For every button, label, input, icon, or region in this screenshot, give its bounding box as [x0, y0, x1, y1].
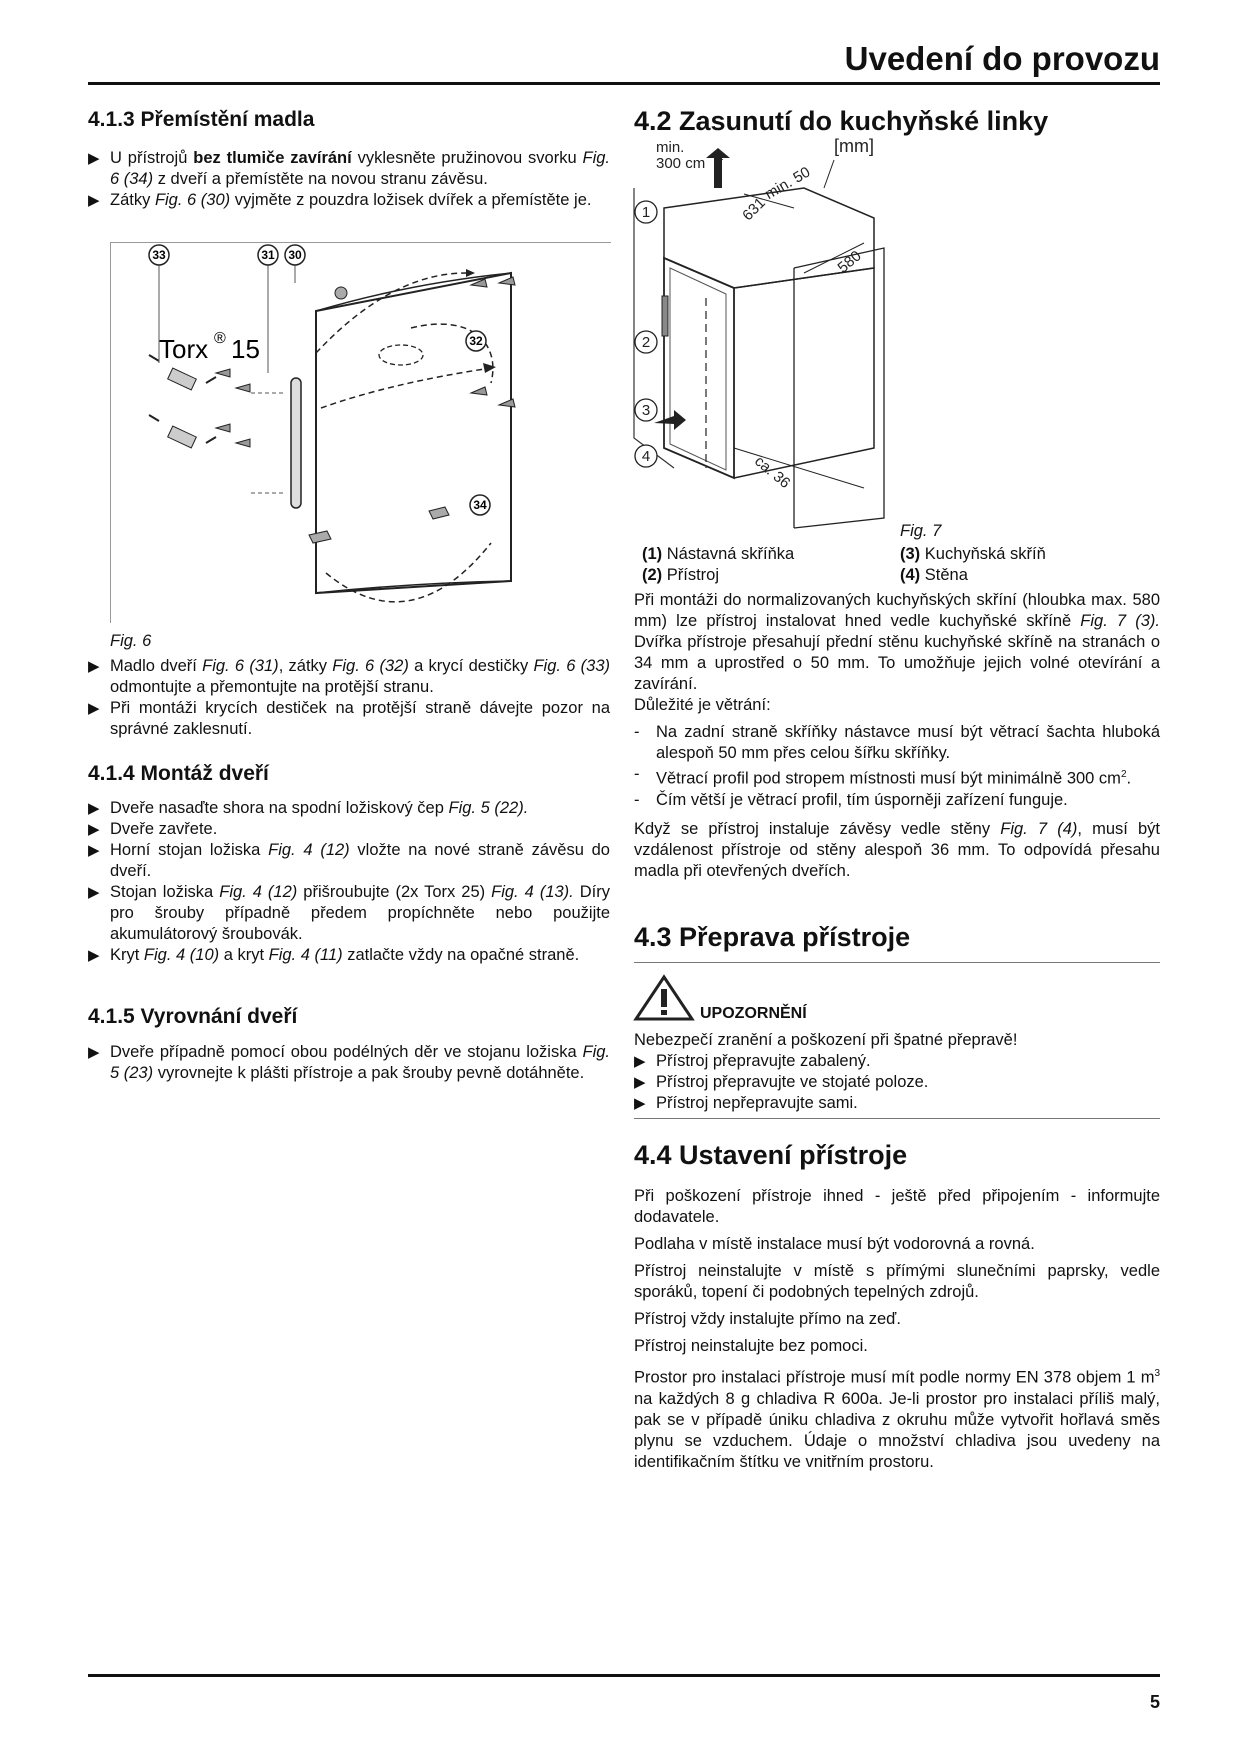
section-4-1-5-body	[88, 1042, 610, 1084]
bullet-triangle-icon: ▶	[634, 1074, 646, 1091]
bullet-item: ▶ Dveře nasaďte shora na spodní ložiskový čep Fig. 5 (22).	[88, 799, 529, 817]
bullet-triangle-icon: ▶	[88, 1044, 100, 1061]
callout-2-label: 2	[641, 334, 651, 351]
fig7-legend-1: (1) Nástavná skříňka	[642, 545, 795, 563]
bullet-item: ▶ Horní stojan ložiska Fig. 4 (12) vložte na nové straně závěsu do dveří.	[88, 841, 610, 880]
section-4-4-title: 4.4 Ustavení přístroje	[634, 1140, 908, 1170]
callout-31-label: 31	[261, 248, 275, 262]
section-4-3-body	[634, 1030, 1160, 1114]
section-4-1-3-body	[88, 148, 610, 211]
warning-triangle-icon	[634, 975, 694, 1021]
callout-34-label: 34	[473, 498, 487, 512]
footer-rule	[88, 1674, 1160, 1677]
paragraph: Nebezpečí zranění a poškození při špatné přepravě!	[634, 1031, 1018, 1049]
bullet-item: ▶ Zátky Fig. 6 (30) vyjměte z pouzdra ložisek dvířek a přemístěte je.	[88, 191, 592, 209]
bullet-triangle-icon: ▶	[88, 800, 100, 817]
section-rule	[634, 1118, 1160, 1119]
paragraph: Při montáži do normalizovaných kuchyňských skříní (hloubka max. 580 mm) lze přístroj instalovat hned vedle kuchyňské skříně Fig. 7 (3). Dvířka přístroje přesahují přední stěnu kuchyňské skříně na stranách o 34 mm a uprostřed o 50 mm. To umožňuje jejich volné otevírání a zavírání.	[634, 591, 1160, 693]
bullet-triangle-icon: ▶	[88, 150, 100, 167]
paragraph: Přístroj neinstalujte bez pomoci.	[634, 1337, 868, 1355]
callout-4-label: 4	[641, 448, 651, 465]
section-4-1-3-title: 4.1.3 Přemístění madla	[88, 108, 315, 131]
torx-size: 15	[231, 334, 260, 364]
callout-30-label: 30	[288, 248, 302, 262]
callout-32-label: 32	[469, 334, 483, 348]
bullet-item: ▶ Přístroj nepřepravujte sami.	[634, 1094, 858, 1112]
figure-6-drawing	[111, 243, 611, 623]
torx-registered-mark: ®	[214, 330, 226, 347]
fig7-dim-631: 631	[739, 194, 769, 225]
door-outline	[316, 273, 511, 593]
fig7-ca36-label: ca. 36	[751, 452, 794, 492]
kitchen-cabinet	[794, 248, 884, 528]
fig7-legend-3: (3) Kuchyňská skříň	[900, 545, 1046, 563]
paragraph: Přístroj vždy instalujte přímo na zeď.	[634, 1310, 901, 1328]
fig7-legend-4: (4) Stěna	[900, 566, 968, 584]
bullet-item: ▶ U přístrojů bez tlumiče zavírání vyklesněte pružinovou svorku Fig. 6 (34) z dveří a přemístěte na novou stranu závěsu.	[88, 149, 611, 188]
header-rule	[88, 82, 1160, 85]
paragraph: Přístroj neinstalujte v místě s přímými slunečními paprsky, vedle sporáků, topení či podobných tepelných zdrojů.	[634, 1262, 1160, 1301]
section-4-1-4-title: 4.1.4 Montáž dveří	[88, 762, 269, 785]
figure-7-drawing	[634, 136, 1160, 538]
appliance-front	[664, 258, 734, 478]
dash-item: - Čím větší je větrací profil, tím úsporněji zařízení funguje.	[634, 790, 1068, 809]
page-header-title: Uvedení do provozu	[844, 40, 1160, 77]
bullet-item: ▶ Dveře zavřete.	[88, 820, 218, 838]
callout-1-label: 1	[641, 204, 651, 221]
warning-label: UPOZORNĚNÍ	[700, 1005, 807, 1022]
fig7-min-label: min.	[656, 139, 685, 156]
warning-block	[634, 975, 1160, 1026]
fig7-area-sup: 2	[718, 152, 724, 163]
figure-6	[110, 242, 611, 623]
paragraph: Když se přístroj instaluje závěsy vedle stěny Fig. 7 (4), musí být vzdálenost přístroje od stěny alespoň 36 mm. To odpovídá přesahu madla při otevřených dveřích.	[634, 819, 1160, 880]
figure-6-instructions	[88, 656, 610, 740]
section-4-4-body	[634, 1186, 1160, 1473]
bullet-item: ▶ Madlo dveří Fig. 6 (31), zátky Fig. 6 (32) a krycí destičky Fig. 6 (33) odmontujte a přemontujte na protější stranu.	[88, 657, 611, 696]
bullet-triangle-icon: ▶	[88, 947, 100, 964]
page-number: 5	[1149, 1692, 1160, 1712]
paragraph: Důležité je větrání:	[634, 696, 771, 714]
bullet-item: ▶ Při montáži krycích destiček na protější straně dávejte pozor na správné zaklesnutí.	[88, 699, 610, 738]
callout-33-label: 33	[152, 248, 166, 262]
figure-6-caption: Fig. 6	[110, 632, 152, 650]
door-handle	[291, 378, 301, 508]
bullet-item: ▶ Přístroj přepravujte ve stojaté poloze.	[634, 1073, 929, 1091]
bullet-triangle-icon: ▶	[88, 658, 100, 675]
bullet-triangle-icon: ▶	[88, 884, 100, 901]
paragraph: Podlaha v místě instalace musí být vodorovná a rovná.	[634, 1235, 1035, 1253]
bullet-triangle-icon: ▶	[88, 821, 100, 838]
callout-3-label: 3	[641, 402, 651, 419]
dash-item: - Na zadní straně skříňky nástavce musí být větrací šachta hluboká alespoň 50 mm přes celou šířku skříňky.	[634, 723, 1160, 762]
bullet-item: ▶ Kryt Fig. 4 (10) a kryt Fig. 4 (11) zatlačte vždy na opačné straně.	[88, 946, 580, 964]
fig7-units-label: [mm]	[834, 136, 874, 156]
bullet-triangle-icon: ▶	[88, 700, 100, 717]
figure-7	[634, 136, 1160, 538]
section-rule	[634, 962, 1160, 963]
fig7-dim-580: 580	[834, 247, 865, 277]
bullet-triangle-icon: ▶	[634, 1053, 646, 1070]
paragraph: Prostor pro instalaci přístroje musí mít podle normy EN 378 objem 1 $m^3$ na každých 8 g chladiva R 600a. Je-li prostor pro instalaci příliš malý, pak se v případě úniku chladiva z okruhu může vytvořit hořlavá směs plynu se vzduchem. Údaje o množství chladiva jsou uvedeny na identifikačním štítku ve vnitřním prostoru.	[634, 1368, 1160, 1471]
section-4-3-title: 4.3 Přeprava přístroje	[634, 922, 911, 952]
bullet-triangle-icon: ▶	[88, 842, 100, 859]
section-4-1-4-body	[88, 798, 610, 966]
torx-label: Torx	[159, 334, 209, 364]
bullet-triangle-icon: ▶	[88, 192, 100, 209]
bullet-triangle-icon: ▶	[634, 1095, 646, 1112]
section-4-1-5-title: 4.1.5 Vyrovnání dveří	[88, 1005, 298, 1028]
figure-7-caption: Fig. 7	[900, 522, 942, 540]
fig7-legend-2: (2) Přístroj	[642, 566, 720, 584]
bullet-item: ▶ Dveře případně pomocí obou podélných děr ve stojanu ložiska Fig. 5 (23) vyrovnejte k plášti přístroje a pak šrouby pevně dotáhněte.	[88, 1043, 610, 1082]
section-4-2-body	[634, 590, 1160, 882]
fig7-area-label: 300 cm	[656, 155, 706, 172]
fig7-min50-label: min. 50	[762, 163, 814, 203]
bullet-item: ▶ Stojan ložiska Fig. 4 (12) přišroubujte (2x Torx 25) Fig. 4 (13). Díry pro šrouby případně předem propíchněte nebo použijte akumulátorový šroubovák.	[88, 883, 611, 943]
bullet-item: ▶ Přístroj přepravujte zabalený.	[634, 1052, 871, 1070]
section-4-2-title: 4.2 Zasunutí do kuchyňské linky	[634, 106, 1049, 136]
paragraph: Při poškození přístroje ihned - ještě před připojením - informujte dodavatele.	[634, 1187, 1160, 1226]
dash-item: - Větrací profil pod stropem místnosti musí být minimálně 300 $cm^2$.	[634, 765, 1132, 788]
